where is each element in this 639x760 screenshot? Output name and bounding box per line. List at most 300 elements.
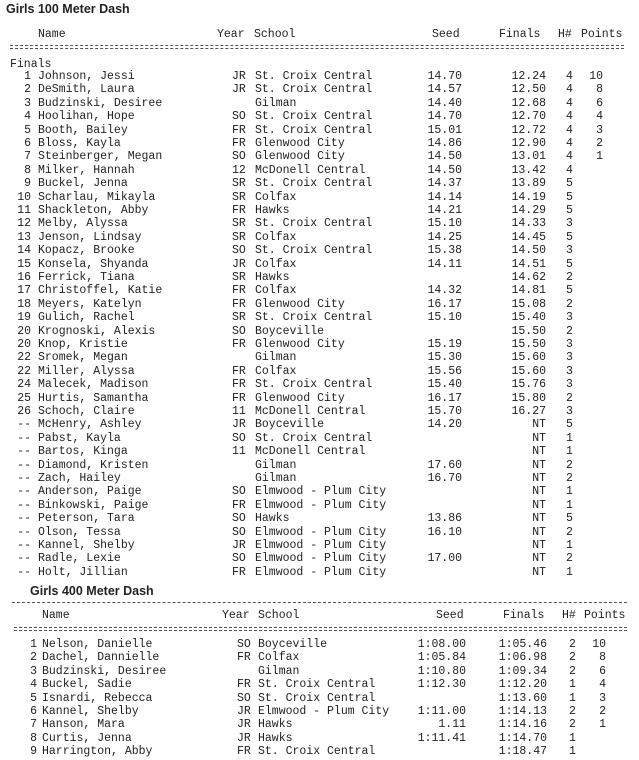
cell-finals: 14.29 [511, 204, 546, 217]
cell-school: St. Croix Central [255, 217, 373, 231]
cell-school: Glenwood City [255, 297, 345, 311]
cell-school: St. Croix Central [255, 244, 373, 258]
cell-year: SO [232, 431, 246, 445]
cell-heat: 2 [569, 638, 576, 651]
cell-name: Gulich, Rachel [38, 311, 135, 325]
cell-place: 26 [17, 405, 31, 418]
cell-name: Booth, Bailey [38, 123, 128, 137]
event-title-100m: Girls 100 Meter Dash [6, 2, 130, 16]
cell-name: Curtis, Jenna [42, 731, 132, 745]
col-heat-header: H# [562, 609, 576, 622]
col-points-header: Points [581, 28, 623, 41]
table-row [0, 392, 639, 405]
cell-school: Gilman [255, 96, 297, 110]
cell-name: Olson, Tessa [38, 525, 121, 539]
cell-seed: 1:11.00 [417, 705, 466, 718]
table-row [0, 258, 639, 271]
cell-school: Gilman [255, 472, 297, 485]
cell-finals: 12.50 [511, 83, 546, 97]
cell-place: 8 [30, 731, 37, 745]
cell-name: DeSmith, Laura [38, 83, 135, 97]
cell-heat: 2 [569, 718, 576, 732]
cell-finals: 1:05.46 [498, 638, 547, 651]
cell-finals: 15.50 [511, 338, 546, 351]
col-finals-header: Finals [499, 28, 541, 41]
cell-finals: 14.51 [511, 257, 546, 271]
cell-year: 11 [232, 405, 246, 418]
cell-seed: 1:08.00 [417, 638, 466, 651]
cell-year: FR [232, 297, 246, 311]
cell-name: Dachel, Dannielle [42, 651, 160, 665]
cell-place: 16 [17, 271, 31, 284]
cell-finals: 14.50 [511, 244, 546, 258]
cell-year: SO [232, 512, 246, 526]
cell-name: Johnson, Jessi [38, 70, 135, 83]
cell-school: Boyceville [255, 324, 325, 338]
cell-finals: NT [532, 539, 546, 552]
cell-name: Holt, Jillian [38, 565, 128, 579]
col-finals-header: Finals [503, 609, 545, 622]
cell-finals: NT [532, 431, 546, 445]
table-row [0, 325, 639, 338]
cell-year: SR [232, 311, 246, 325]
cell-finals: 15.60 [511, 364, 546, 378]
cell-place: 18 [17, 297, 31, 311]
table-row [0, 271, 639, 284]
table-row [0, 110, 639, 123]
col-name-header: Name [38, 28, 66, 41]
table-row [0, 745, 639, 758]
cell-finals: 12.24 [511, 70, 546, 83]
cell-school: St. Croix Central [255, 177, 373, 191]
cell-heat: 3 [566, 311, 573, 325]
table-row [0, 70, 639, 83]
table-row [0, 552, 639, 565]
cell-place: 19 [17, 311, 31, 325]
table-row [0, 191, 639, 204]
cell-name: Scharlau, Mikayla [38, 190, 156, 204]
cell-school: Hawks [255, 271, 290, 284]
cell-finals: 14.62 [511, 271, 546, 284]
cell-points: 2 [599, 705, 606, 718]
cell-year: FR [232, 391, 246, 405]
cell-year: SO [232, 552, 246, 566]
header-divider [10, 45, 624, 46]
cell-school: Hawks [255, 204, 290, 217]
cell-seed: 14.21 [427, 204, 462, 217]
cell-finals: NT [532, 485, 546, 499]
cell-seed: 16.10 [427, 525, 462, 539]
cell-place: 10 [17, 190, 31, 204]
cell-finals: NT [532, 525, 546, 539]
cell-year: JR [237, 705, 251, 718]
cell-finals: 15.60 [511, 351, 546, 365]
cell-year: FR [232, 565, 246, 579]
cell-place: 12 [17, 217, 31, 231]
cell-points: 8 [596, 83, 603, 97]
cell-place: -- [17, 498, 31, 512]
cell-school: Glenwood City [255, 150, 345, 164]
table-header [0, 609, 639, 622]
table-row [0, 665, 639, 678]
cell-place: 24 [17, 378, 31, 392]
round-label-text: Finals [10, 58, 52, 71]
cell-place: 8 [24, 163, 31, 177]
cell-name: Zach, Hailey [38, 472, 121, 485]
cell-place: 7 [24, 150, 31, 164]
cell-year: JR [232, 418, 246, 432]
cell-finals: 15.08 [511, 297, 546, 311]
cell-name: Bloss, Kayla [38, 137, 121, 150]
cell-name: Ferrick, Tiana [38, 271, 135, 284]
cell-name: Hanson, Mara [42, 718, 125, 732]
cell-seed: 15.38 [427, 244, 462, 258]
cell-place: 11 [17, 204, 31, 217]
cell-heat: 4 [566, 150, 573, 164]
table-row [0, 164, 639, 177]
cell-year: SR [232, 271, 246, 284]
cell-school: Glenwood City [255, 391, 345, 405]
col-seed-header: Seed [436, 609, 464, 622]
header-divider [14, 630, 627, 631]
col-school-header: School [258, 609, 300, 622]
cell-school: Elmwood - Plum City [255, 552, 387, 566]
cell-heat: 4 [566, 123, 573, 137]
cell-heat: 4 [566, 96, 573, 110]
cell-name: Pabst, Kayla [38, 431, 121, 445]
cell-heat: 2 [569, 664, 576, 678]
cell-place: 3 [30, 664, 37, 678]
cell-name: Schoch, Claire [38, 405, 135, 418]
cell-heat: 5 [566, 190, 573, 204]
cell-place: 2 [30, 651, 37, 665]
cell-year: SO [232, 110, 246, 124]
cell-school: McDonell Central [255, 405, 366, 418]
cell-heat: 2 [566, 552, 573, 566]
cell-heat: 5 [566, 177, 573, 191]
cell-heat: 2 [566, 458, 573, 472]
cell-name: Binkowski, Paige [38, 498, 149, 512]
cell-heat: 1 [566, 485, 573, 499]
cell-name: McHenry, Ashley [38, 418, 142, 432]
table-row [0, 692, 639, 705]
table-row [0, 705, 639, 718]
cell-points: 1 [599, 718, 606, 732]
cell-name: Isnardi, Rebecca [42, 691, 153, 705]
cell-heat: 5 [566, 257, 573, 271]
cell-name: Jenson, Lindsay [38, 230, 142, 244]
table-row [0, 83, 639, 96]
cell-year: FR [232, 204, 246, 217]
cell-school: Hawks [258, 731, 293, 745]
table-row [0, 445, 639, 458]
cell-year: SR [232, 177, 246, 191]
cell-seed: 1:05.84 [417, 651, 466, 665]
cell-year: FR [237, 745, 251, 759]
header-divider [10, 48, 624, 49]
cell-year: 11 [232, 445, 246, 459]
cell-heat: 4 [566, 137, 573, 150]
cell-heat: 3 [566, 378, 573, 392]
cell-name: Steinberger, Megan [38, 150, 163, 164]
cell-school: Boyceville [255, 418, 325, 432]
cell-name: Kannel, Shelby [38, 539, 135, 552]
cell-name: Radle, Lexie [38, 552, 121, 566]
cell-year: FR [232, 137, 246, 150]
cell-place: -- [17, 512, 31, 526]
cell-finals: 16.27 [511, 405, 546, 418]
cell-year: FR [232, 378, 246, 392]
cell-heat: 3 [566, 351, 573, 365]
cell-seed: 14.50 [427, 163, 462, 177]
cell-year: FR [232, 364, 246, 378]
cell-place: -- [17, 485, 31, 499]
cell-place: 20 [17, 338, 31, 351]
cell-school: Boyceville [258, 638, 328, 651]
cell-school: St. Croix Central [258, 678, 376, 692]
cell-finals: 14.45 [511, 230, 546, 244]
cell-school: Glenwood City [255, 338, 345, 351]
table-row [0, 499, 639, 512]
cell-heat: 5 [566, 418, 573, 432]
cell-heat: 4 [566, 83, 573, 97]
cell-place: -- [17, 472, 31, 485]
cell-heat: 1 [566, 445, 573, 459]
table-row [0, 351, 639, 364]
cell-heat: 4 [566, 163, 573, 177]
cell-place: 9 [30, 745, 37, 759]
cell-place: -- [17, 458, 31, 472]
cell-finals: 1:12.20 [498, 678, 547, 692]
cell-heat: 5 [566, 204, 573, 217]
cell-place: 7 [30, 718, 37, 732]
table-row [0, 124, 639, 137]
cell-school: McDonell Central [255, 445, 366, 459]
cell-year: 12 [232, 163, 246, 177]
cell-finals: 1:06.98 [498, 651, 547, 665]
cell-place: 17 [17, 284, 31, 298]
table-row [0, 338, 639, 351]
cell-name: Nelson, Danielle [42, 638, 153, 651]
cell-seed: 16.70 [427, 472, 462, 485]
cell-heat: 4 [566, 110, 573, 124]
cell-school: St. Croix Central [255, 83, 373, 97]
cell-school: Colfax [255, 190, 297, 204]
cell-place: -- [17, 525, 31, 539]
table-row [0, 378, 639, 391]
cell-year: FR [232, 338, 246, 351]
cell-year: JR [237, 731, 251, 745]
cell-heat: 2 [566, 271, 573, 284]
cell-school: St. Croix Central [255, 70, 373, 83]
cell-seed: 14.40 [427, 96, 462, 110]
cell-place: 22 [17, 364, 31, 378]
cell-points: 3 [599, 691, 606, 705]
cell-school: Colfax [255, 364, 297, 378]
cell-place: -- [17, 418, 31, 432]
cell-finals: 15.40 [511, 311, 546, 325]
cell-points: 6 [599, 664, 606, 678]
cell-school: Elmwood - Plum City [255, 498, 387, 512]
table-row [0, 651, 639, 664]
cell-seed: 15.70 [427, 405, 462, 418]
cell-year: JR [232, 83, 246, 97]
cell-name: Hoolihan, Hope [38, 110, 135, 124]
cell-seed: 15.30 [427, 351, 462, 365]
cell-heat: 2 [569, 705, 576, 718]
cell-year: JR [232, 257, 246, 271]
cell-name: Buckel, Jenna [38, 177, 128, 191]
cell-points: 4 [599, 678, 606, 692]
cell-heat: 2 [566, 472, 573, 485]
cell-name: Peterson, Tara [38, 512, 135, 526]
cell-place: 1 [30, 638, 37, 651]
cell-seed: 14.70 [427, 110, 462, 124]
cell-name: Hurtis, Samantha [38, 391, 149, 405]
table-row [0, 298, 639, 311]
cell-place: 9 [24, 177, 31, 191]
table-row [0, 137, 639, 150]
cell-heat: 1 [569, 745, 576, 759]
cell-school: Glenwood City [255, 137, 345, 150]
cell-seed: 15.19 [427, 338, 462, 351]
cell-place: 2 [24, 83, 31, 97]
table-row [0, 150, 639, 163]
cell-heat: 3 [566, 364, 573, 378]
cell-school: St. Croix Central [258, 691, 376, 705]
cell-points: 3 [596, 123, 603, 137]
cell-heat: 5 [566, 512, 573, 526]
cell-seed: 16.17 [427, 391, 462, 405]
cell-school: Gilman [255, 351, 297, 365]
cell-finals: 14.33 [511, 217, 546, 231]
table-row [0, 732, 639, 745]
cell-year: JR [232, 70, 246, 83]
cell-year: FR [232, 498, 246, 512]
cell-seed: 15.01 [427, 123, 462, 137]
cell-heat: 1 [566, 539, 573, 552]
col-school-header: School [254, 28, 296, 41]
cell-finals: NT [532, 565, 546, 579]
cell-heat: 1 [569, 691, 576, 705]
cell-school: Elmwood - Plum City [255, 539, 387, 552]
cell-school: Hawks [258, 718, 293, 732]
cell-name: Krognoski, Alexis [38, 324, 156, 338]
cell-seed: 17.60 [427, 458, 462, 472]
cell-year: JR [232, 539, 246, 552]
cell-name: Buckel, Sadie [42, 678, 132, 692]
cell-place: 4 [24, 110, 31, 124]
cell-seed: 1:11.41 [417, 731, 466, 745]
cell-name: Shackleton, Abby [38, 204, 149, 217]
cell-heat: 5 [566, 284, 573, 298]
cell-finals: 12.72 [511, 123, 546, 137]
cell-finals: 15.50 [511, 324, 546, 338]
cell-school: St. Croix Central [255, 123, 373, 137]
cell-name: Sromek, Megan [38, 351, 128, 365]
cell-name: Kannel, Shelby [42, 705, 139, 718]
cell-name: Malecek, Madison [38, 378, 149, 392]
cell-heat: 1 [566, 498, 573, 512]
cell-name: Miller, Alyssa [38, 364, 135, 378]
cell-place: 6 [30, 705, 37, 718]
cell-finals: 1:09.34 [498, 664, 547, 678]
cell-place: 5 [24, 123, 31, 137]
cell-seed: 1.11 [438, 718, 466, 732]
cell-points: 10 [589, 70, 603, 83]
cell-finals: NT [532, 418, 546, 432]
cell-seed: 1:10.80 [417, 664, 466, 678]
cell-school: Elmwood - Plum City [258, 705, 390, 718]
table-row [0, 539, 639, 552]
cell-name: Bartos, Kinga [38, 445, 128, 459]
cell-finals: 1:14.16 [498, 718, 547, 732]
cell-name: Christoffel, Katie [38, 284, 163, 298]
cell-finals: 14.19 [511, 190, 546, 204]
cell-year: FR [232, 284, 246, 298]
cell-seed: 14.20 [427, 418, 462, 432]
cell-year: SR [232, 190, 246, 204]
cell-name: Milker, Hannah [38, 163, 135, 177]
cell-finals: 13.01 [511, 150, 546, 164]
cell-seed: 15.10 [427, 311, 462, 325]
cell-name: Konsela, Shyanda [38, 257, 149, 271]
cell-heat: 1 [569, 731, 576, 745]
table-row [0, 566, 639, 579]
table-row [0, 177, 639, 190]
cell-school: St. Croix Central [255, 431, 373, 445]
table-row [0, 459, 639, 472]
cell-heat: 1 [566, 565, 573, 579]
cell-heat: 2 [566, 297, 573, 311]
cell-heat: 1 [566, 431, 573, 445]
cell-name: Meyers, Katelyn [38, 297, 142, 311]
cell-year: FR [232, 123, 246, 137]
header-divider [14, 627, 627, 628]
cell-finals: NT [532, 498, 546, 512]
cell-year: SR [232, 217, 246, 231]
cell-place: 1 [24, 70, 31, 83]
table-row [0, 405, 639, 418]
cell-finals: 1:14.70 [498, 731, 547, 745]
table-row [0, 526, 639, 539]
col-heat-header: H# [558, 28, 572, 41]
cell-place: -- [17, 445, 31, 459]
cell-seed: 14.70 [427, 70, 462, 83]
cell-heat: 3 [566, 405, 573, 418]
cell-finals: 12.68 [511, 96, 546, 110]
cell-school: St. Croix Central [258, 745, 376, 759]
cell-school: Colfax [255, 257, 297, 271]
cell-name: Knop, Kristie [38, 338, 128, 351]
cell-finals: 13.42 [511, 163, 546, 177]
col-points-header: Points [584, 609, 626, 622]
cell-school: St. Croix Central [255, 311, 373, 325]
cell-seed: 14.32 [427, 284, 462, 298]
cell-school: McDonell Central [255, 163, 366, 177]
cell-place: -- [17, 539, 31, 552]
cell-year: SO [232, 324, 246, 338]
cell-finals: NT [532, 445, 546, 459]
cell-heat: 4 [566, 70, 573, 83]
cell-place: 20 [17, 324, 31, 338]
table-row [0, 231, 639, 244]
cell-finals: 12.90 [511, 137, 546, 150]
cell-finals: NT [532, 512, 546, 526]
title-divider [12, 602, 627, 603]
cell-heat: 2 [569, 651, 576, 665]
cell-year: SO [237, 691, 251, 705]
